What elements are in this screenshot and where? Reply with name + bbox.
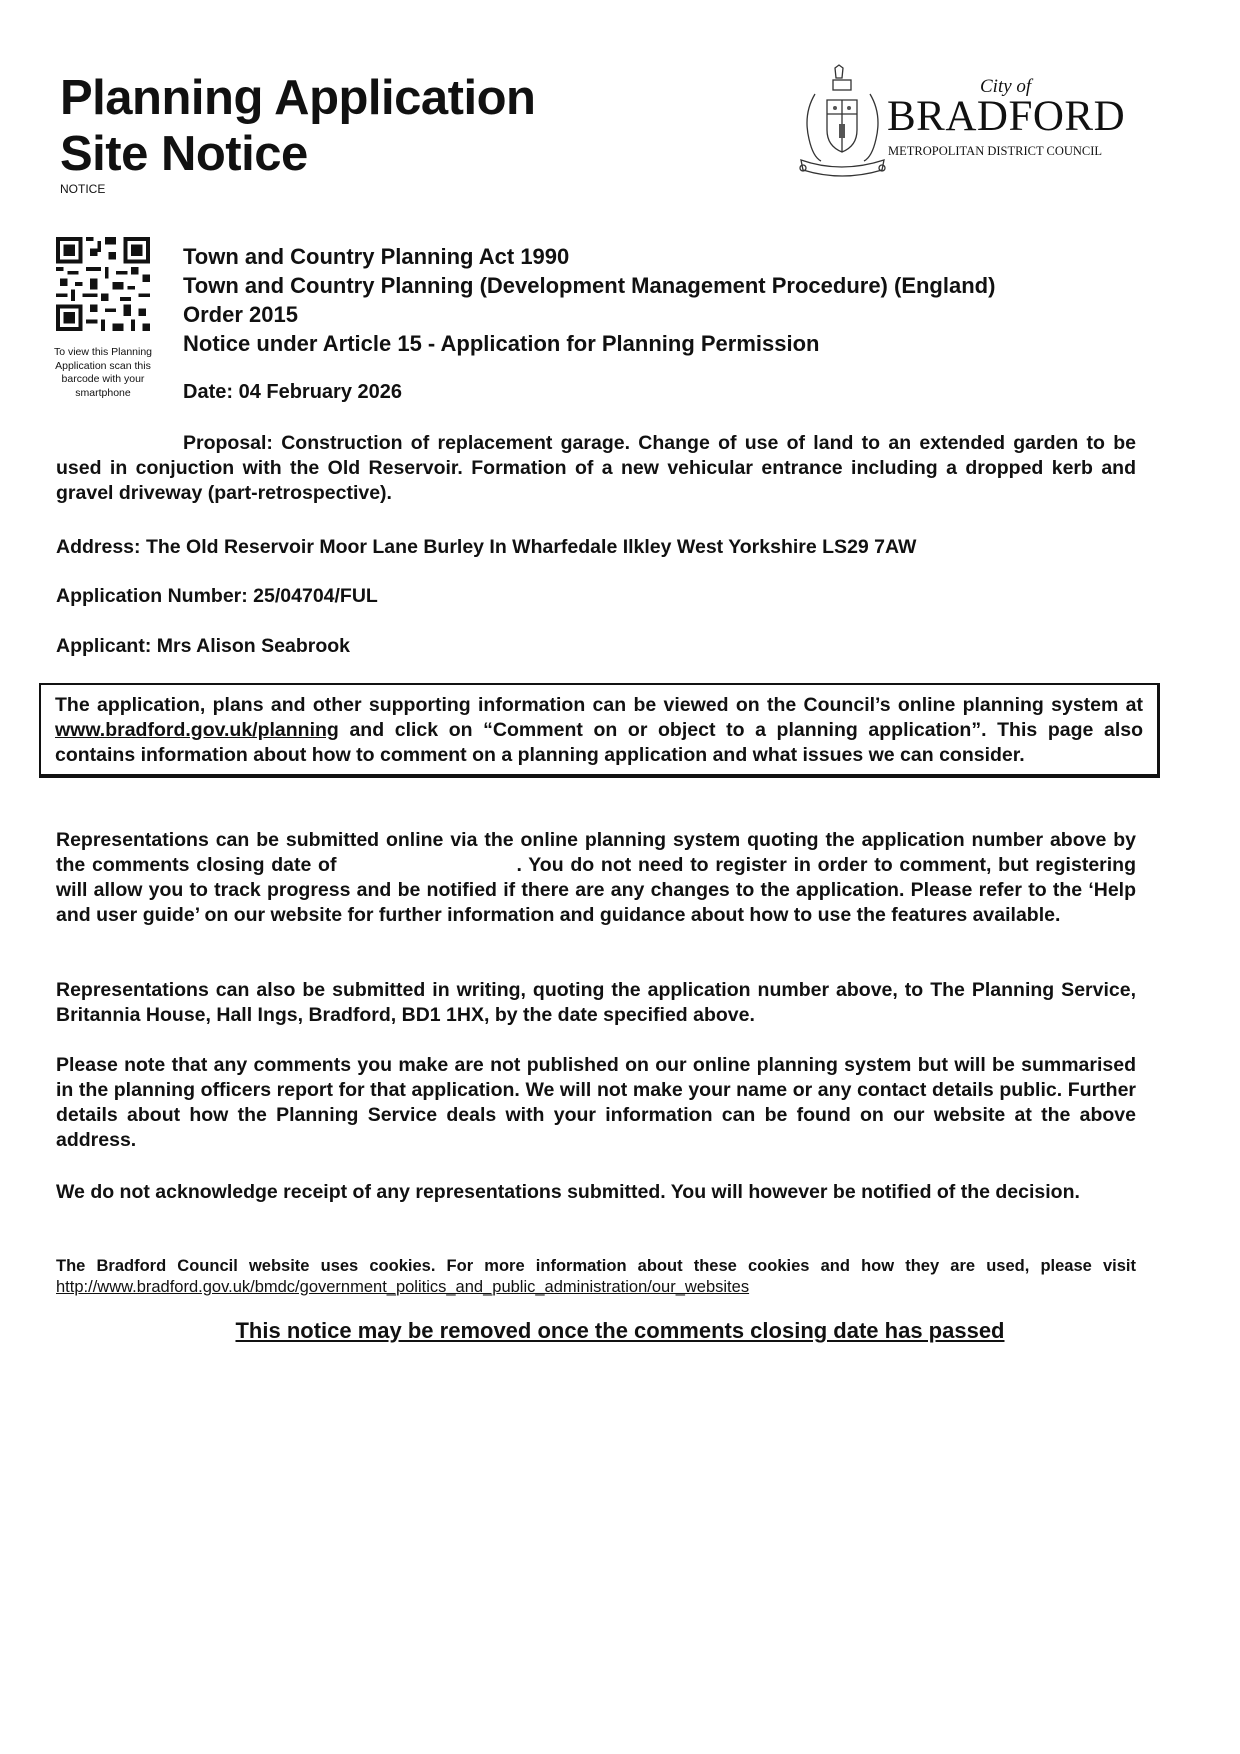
coat-of-arms-icon <box>795 64 890 179</box>
legislation-headings <box>183 242 995 358</box>
heading-order: Town and Country Planning (Development Management Procedure) (England) <box>183 273 996 298</box>
qr-caption: To view this Planning Application scan this barcode with your smartphone <box>53 346 153 399</box>
written-representations: Representations can also be submitted in writing, quoting the application number above, to The Planning Service, Britannia House, Hall Ings, Bradford, BD1 1HX, by the date specified above. <box>56 979 1136 1026</box>
heading-order-year: Order 2015 <box>183 302 298 327</box>
logo-city-of: City of <box>980 76 1032 97</box>
qr-code-icon[interactable] <box>56 234 150 334</box>
logo-bradford: BRADFORD <box>887 93 1126 140</box>
application-number: Application Number: 25/04704/FUL <box>56 585 378 607</box>
removal-notice: This notice may be removed once the comments closing date has passed <box>235 1318 1005 1343</box>
page-title: Planning Application Site Notice <box>60 71 536 181</box>
cookies-link[interactable]: http://www.bradford.gov.uk/bmdc/government_politics_and_public_administration/our_websites <box>56 1278 750 1296</box>
notice-date: Date: 04 February 2026 <box>183 381 403 403</box>
heading-act: Town and Country Planning Act 1990 <box>183 244 570 269</box>
applicant: Applicant: Mrs Alison Seabrook <box>56 635 350 657</box>
logo-subtitle: METROPOLITAN DISTRICT COUNCIL <box>888 144 1103 158</box>
planning-website-link[interactable]: www.bradford.gov.uk/planning <box>55 719 339 741</box>
council-logo <box>795 64 1155 179</box>
heading-article: Notice under Article 15 - Application for Planning Permission <box>183 331 820 356</box>
privacy-note: Please note that any comments you make are not published on our online planning system but will be summarised in the planning officers report for that application. We will not make your name or any contact details public. Further details about how the Planning Service deals with your information can be found on our website at the above address. <box>56 1054 1136 1151</box>
info-box: The application, plans and other supporting information can be viewed on the Council’s online planning system at www.bradford.gov.uk/planning and click on “Comment on or object to a planning application”. This page also contains information about how to comment on a planning application and what issues we can consider. <box>39 683 1160 778</box>
online-representations: Representations can be submitted online via the online planning system quoting the application number above by the comments closing date of . You do not need to register in order to comment, but registering will allow you to track progress and be notified if there are any changes to the application. Please refer to the ‘Help and user guide’ on our website for further information and guidance about how to use the features available. <box>56 829 1136 926</box>
notice-tag: NOTICE <box>60 182 106 196</box>
acknowledgement-note: We do not acknowledge receipt of any representations submitted. You will however be notified of the decision. <box>56 1181 1080 1203</box>
proposal: Proposal: Construction of replacement garage. Change of use of land to an extended garden to be used in conjuction with the Old Reservoir. Formation of a new vehicular entrance including a dropped kerb and gravel driveway (part-retrospective). <box>56 432 1136 504</box>
cookies-note: The Bradford Council website uses cookies. For more information about these cookies and how they are used, please visit http://www.bradford.gov.uk/bmdc/government_politics_and_public_administration/our_websites <box>56 1257 1136 1296</box>
address: Address: The Old Reservoir Moor Lane Burley In Wharfedale Ilkley West Yorkshire LS29 7AW <box>56 536 917 558</box>
